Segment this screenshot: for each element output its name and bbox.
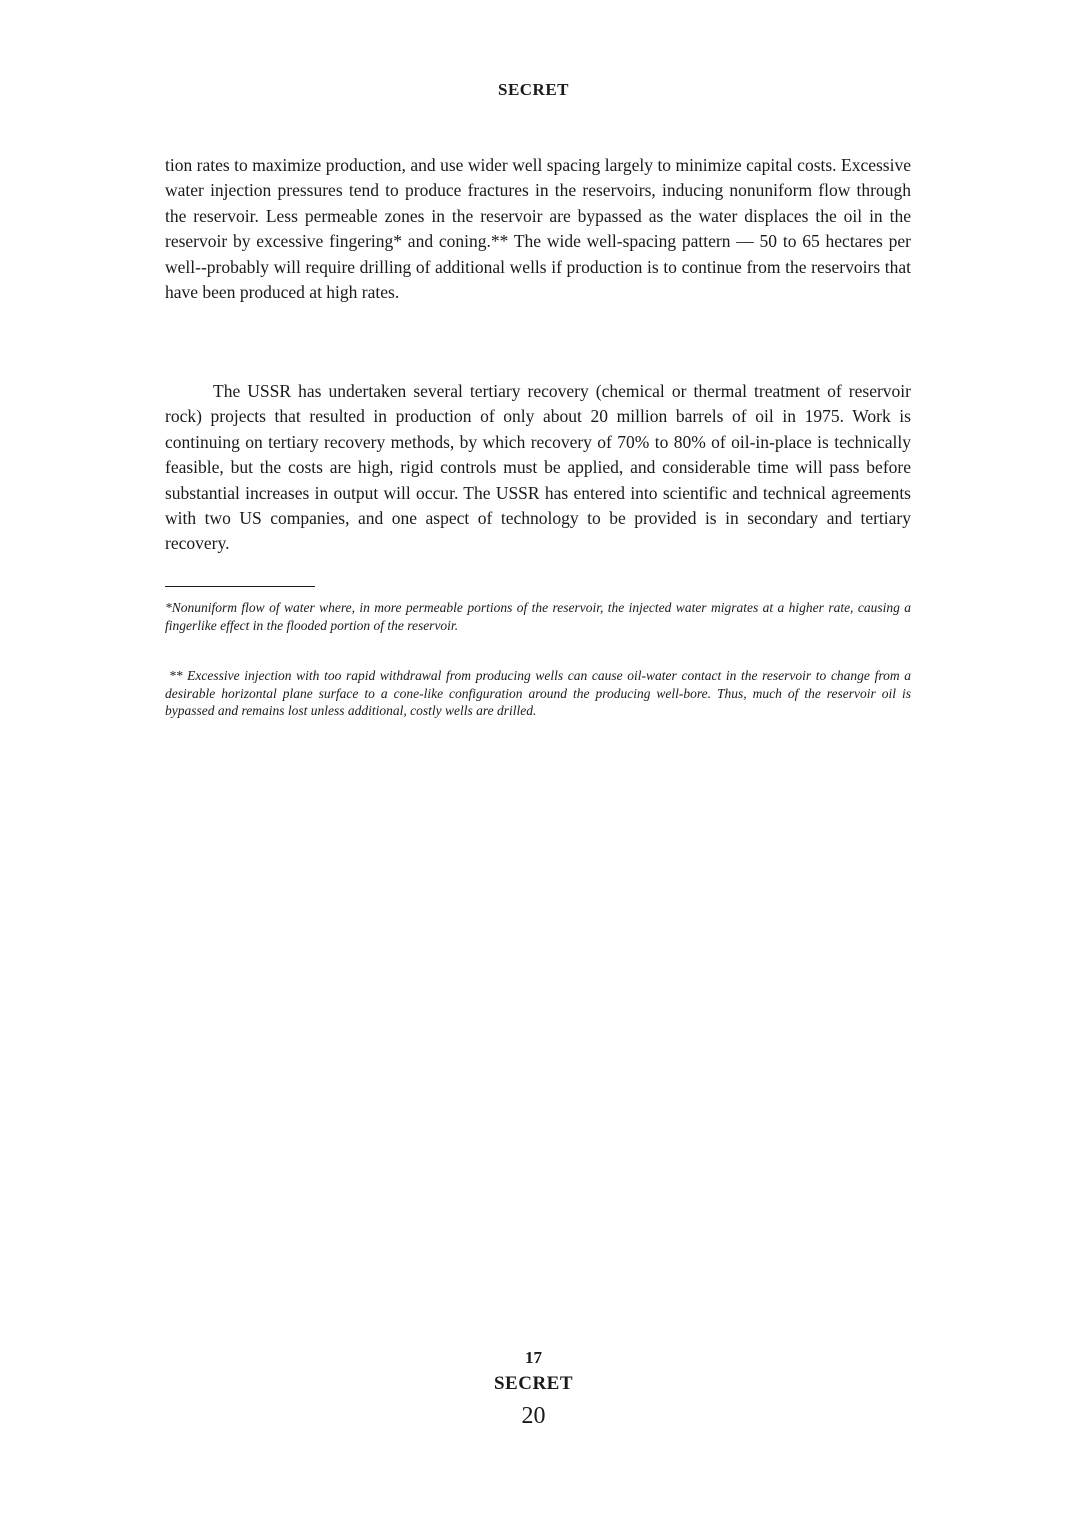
classification-header: SECRET [497,80,570,99]
footnote-2: ** Excessive injection with too rapid withdrawal from producing wells can cause oil-water contact in the reservoir to change from a desirable horizontal plane surface to a cone-like configuration around the producing well-bore. Thus, much of the reservoir oil is bypassed and remains lost unless additional, costly wells are drilled. [165,668,911,719]
body-paragraph-2: The USSR has undertaken several tertiary recovery (chemical or thermal treatment of reservoir rock) projects that resulted in production of only about 20 million barrels of oil in 1975. Work is continuing on tertiary recovery methods, by which recovery of 70% to 80% of oil-in-place is technically feasible, but the costs are high, rigid controls must be applied, and considerable time will pass before substantial increases in output will occur. The USSR has entered into scientific and technical agreements with two US companies, and one aspect of technology to be provided is in secondary and tertiary recovery. [165,381,911,554]
classification-footer: SECRET [493,1373,574,1394]
sheet-number: 20 [521,1403,546,1429]
footnote-divider [165,586,315,587]
body-paragraph-1: tion rates to maximize production, and use wider well spacing largely to minimize capital costs. Excessive water injection pressures tend to produce fractures in the reservoirs, inducing nonuniform flow through the reservoir. Less permeable zones in the reservoir are bypassed as the water displaces the oil in the reservoir by excessive fingering* and coning.** The wide well-spacing pattern — 50 to 65 hectares per well--probably will require drilling of additional wells if production is to continue from the reservoirs that have been produced at high rates. [165,155,911,303]
page-number: 17 [525,1348,542,1367]
footnote-1: *Nonuniform flow of water where, in more permeable portions of the reservoir, the injected water migrates at a higher rate, causing a fingerlike effect in the flooded portion of the reservoir. [165,600,911,633]
